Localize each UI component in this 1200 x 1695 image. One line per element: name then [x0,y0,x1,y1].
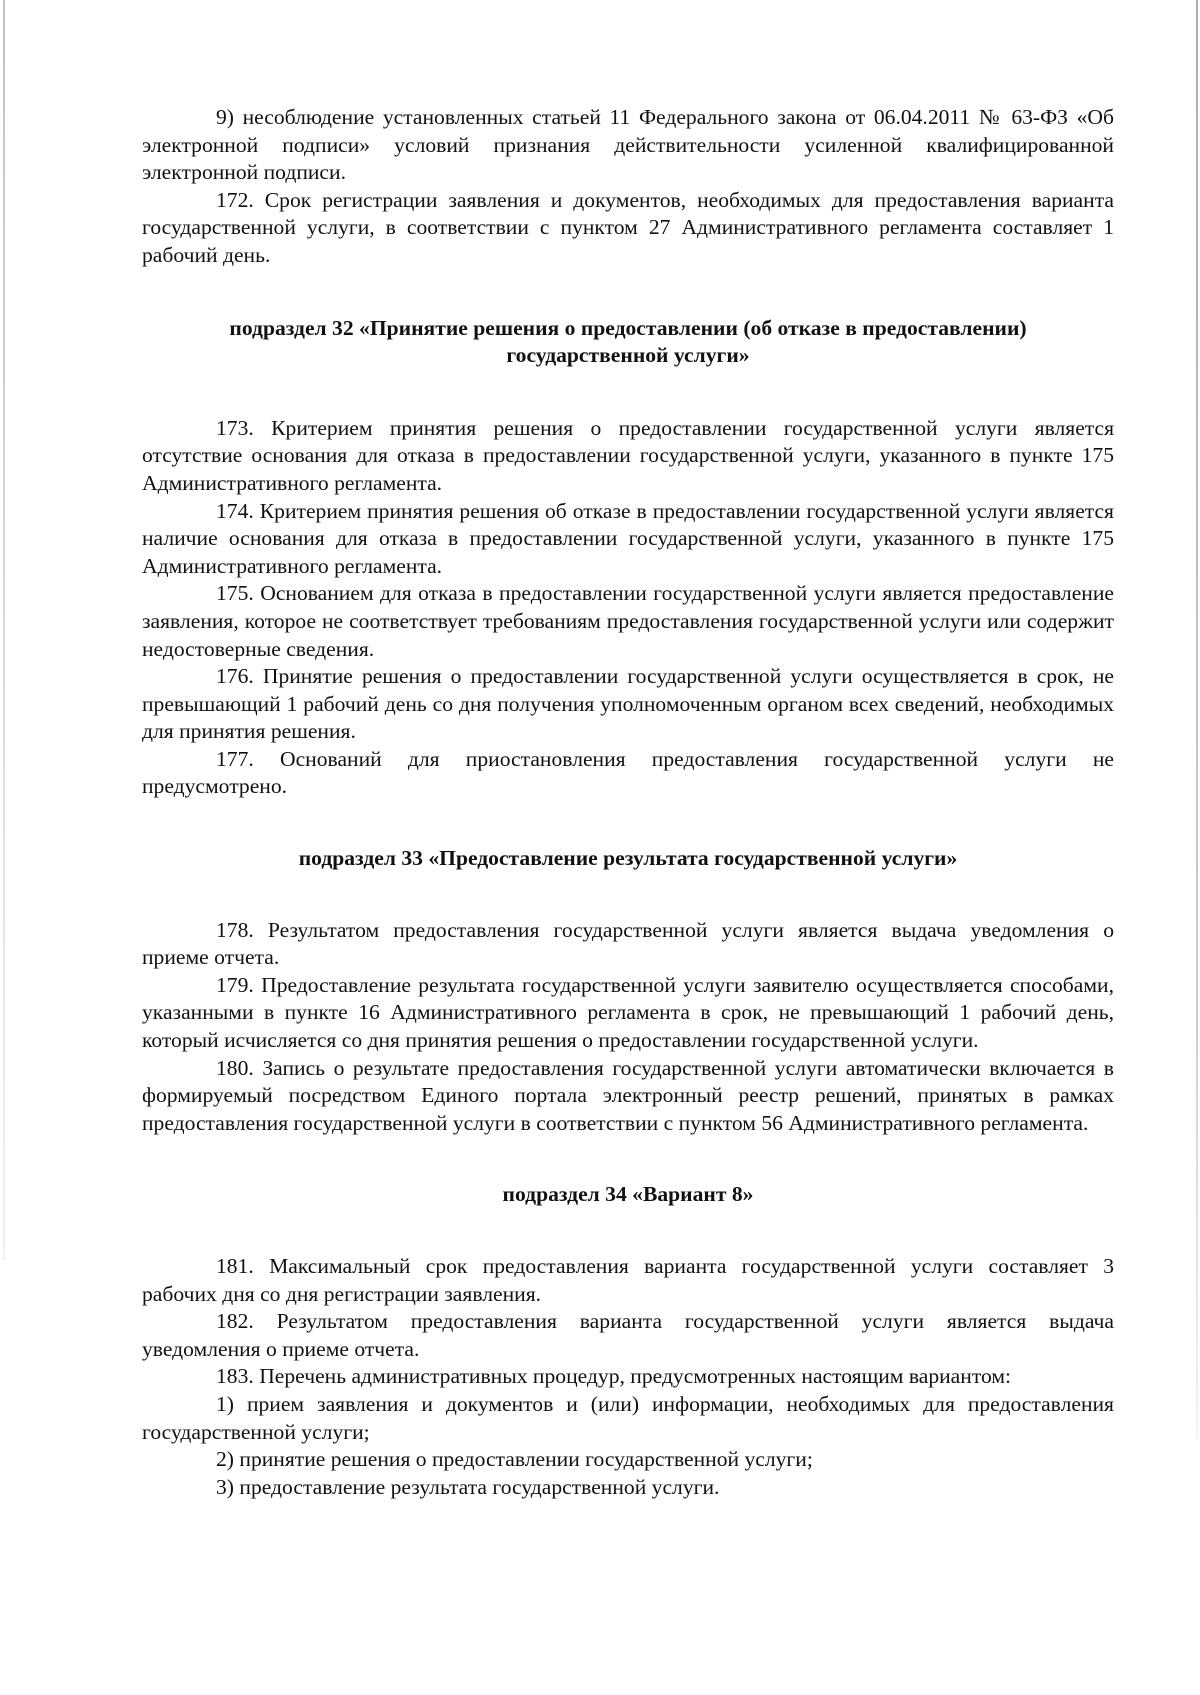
paragraph-173: 173. Критерием принятия решения о предоставлении государственной услуги является отсутствие основания для отказа в предоставлении государственной услуги, указанного в пункте 175 Административного регламента. [142,415,1114,495]
paragraph-177: 177. Оснований для приостановления предоставления государственной услуги не предусмотрено. [142,746,1114,799]
section-32-heading-line2: государственной услуги» [506,343,750,368]
spacer [142,873,1114,917]
list-item-2: 2) принятие решения о предоставлении государственной услуги; [216,1447,813,1472]
paragraph-180: 180. Запись о результате предоставления государственной услуги автоматически включается в формируемый посредством Единого портала электронный реестр решений, принятых в рамках предоставления государственной услуги в соответствии с пунктом 56 Административного регламента. [142,1055,1114,1135]
section-34-heading: подраздел 34 «Вариант 8» [502,1182,754,1207]
paragraph-179: 179. Предоставление результата государственной услуги заявителю осуществляется способами, указанными в пункте 16 Административного регламента в срок, не превышающий 1 рабочий день, который исчисляется со дня принятия решения о предоставлении государственной услуги. [142,972,1114,1053]
paragraph-183: 183. Перечень административных процедур, предусмотренных настоящим вариантом: [216,1364,1012,1389]
paragraph-182: 182. Результатом предоставления варианта государственной услуги является выдача уведомления о приеме отчета. [142,1309,1114,1361]
paragraph-175: 175. Основанием для отказа в предоставлении государственной услуги является предоставление заявления, которое не соответствует требованиям предоставления государственной услуги или содержит недостоверные сведения. [142,581,1114,661]
list-item-3: 3) предоставление результата государственной услуги. [216,1474,720,1499]
spacer [142,1209,1114,1253]
spacer [142,270,1114,315]
scan-edge-right [1196,0,1198,1440]
paragraph-174: 174. Критерием принятия решения об отказе в предоставлении государственной услуги является наличие основания для отказа в предоставлении государственной услуги, указанного в пункте 175 Административного регламента. [142,498,1114,578]
section-33-heading: подраздел 33 «Предоставление результата государственной услуги» [298,846,958,871]
document-page [142,104,1114,1501]
paragraph-178: 178. Результатом предоставления государственной услуги является выдача уведомления о приеме отчета. [142,917,1114,970]
spacer [142,801,1114,845]
paragraph-9-electronic-signature: 9) несоблюдение установленных статьей 11 Федерального закона от 06.04.2011 № 63-ФЗ «Об электронной подписи» условий признания действительности усиленной квалифицированной электронной подписи. [142,105,1114,185]
spacer [142,1137,1114,1181]
list-item-1: 1) прием заявления и документов и (или) информации, необходимых для предоставления государственной услуги; [142,1391,1114,1444]
scan-edge-left [3,0,5,1260]
paragraph-176: 176. Принятие решения о предоставлении государственной услуги осуществляется в срок, не превышающий 1 рабочий день со дня получения уполномоченным органом всех сведений, необходимых для принятия решения. [142,664,1114,744]
paragraph-181: 181. Максимальный срок предоставления варианта государственной услуги составляет 3 рабочих дня со дня регистрации заявления. [142,1254,1114,1306]
section-32-heading [142,315,1114,370]
section-32-heading-line1: подраздел 32 «Принятие решения о предоставлении (об отказе в предоставлении) [229,315,1027,340]
paragraph-172: 172. Срок регистрации заявления и документов, необходимых для предоставления варианта государственной услуги, в соответствии с пунктом 27 Административного регламента составляет 1 рабочий день. [142,187,1114,267]
spacer [142,370,1114,415]
